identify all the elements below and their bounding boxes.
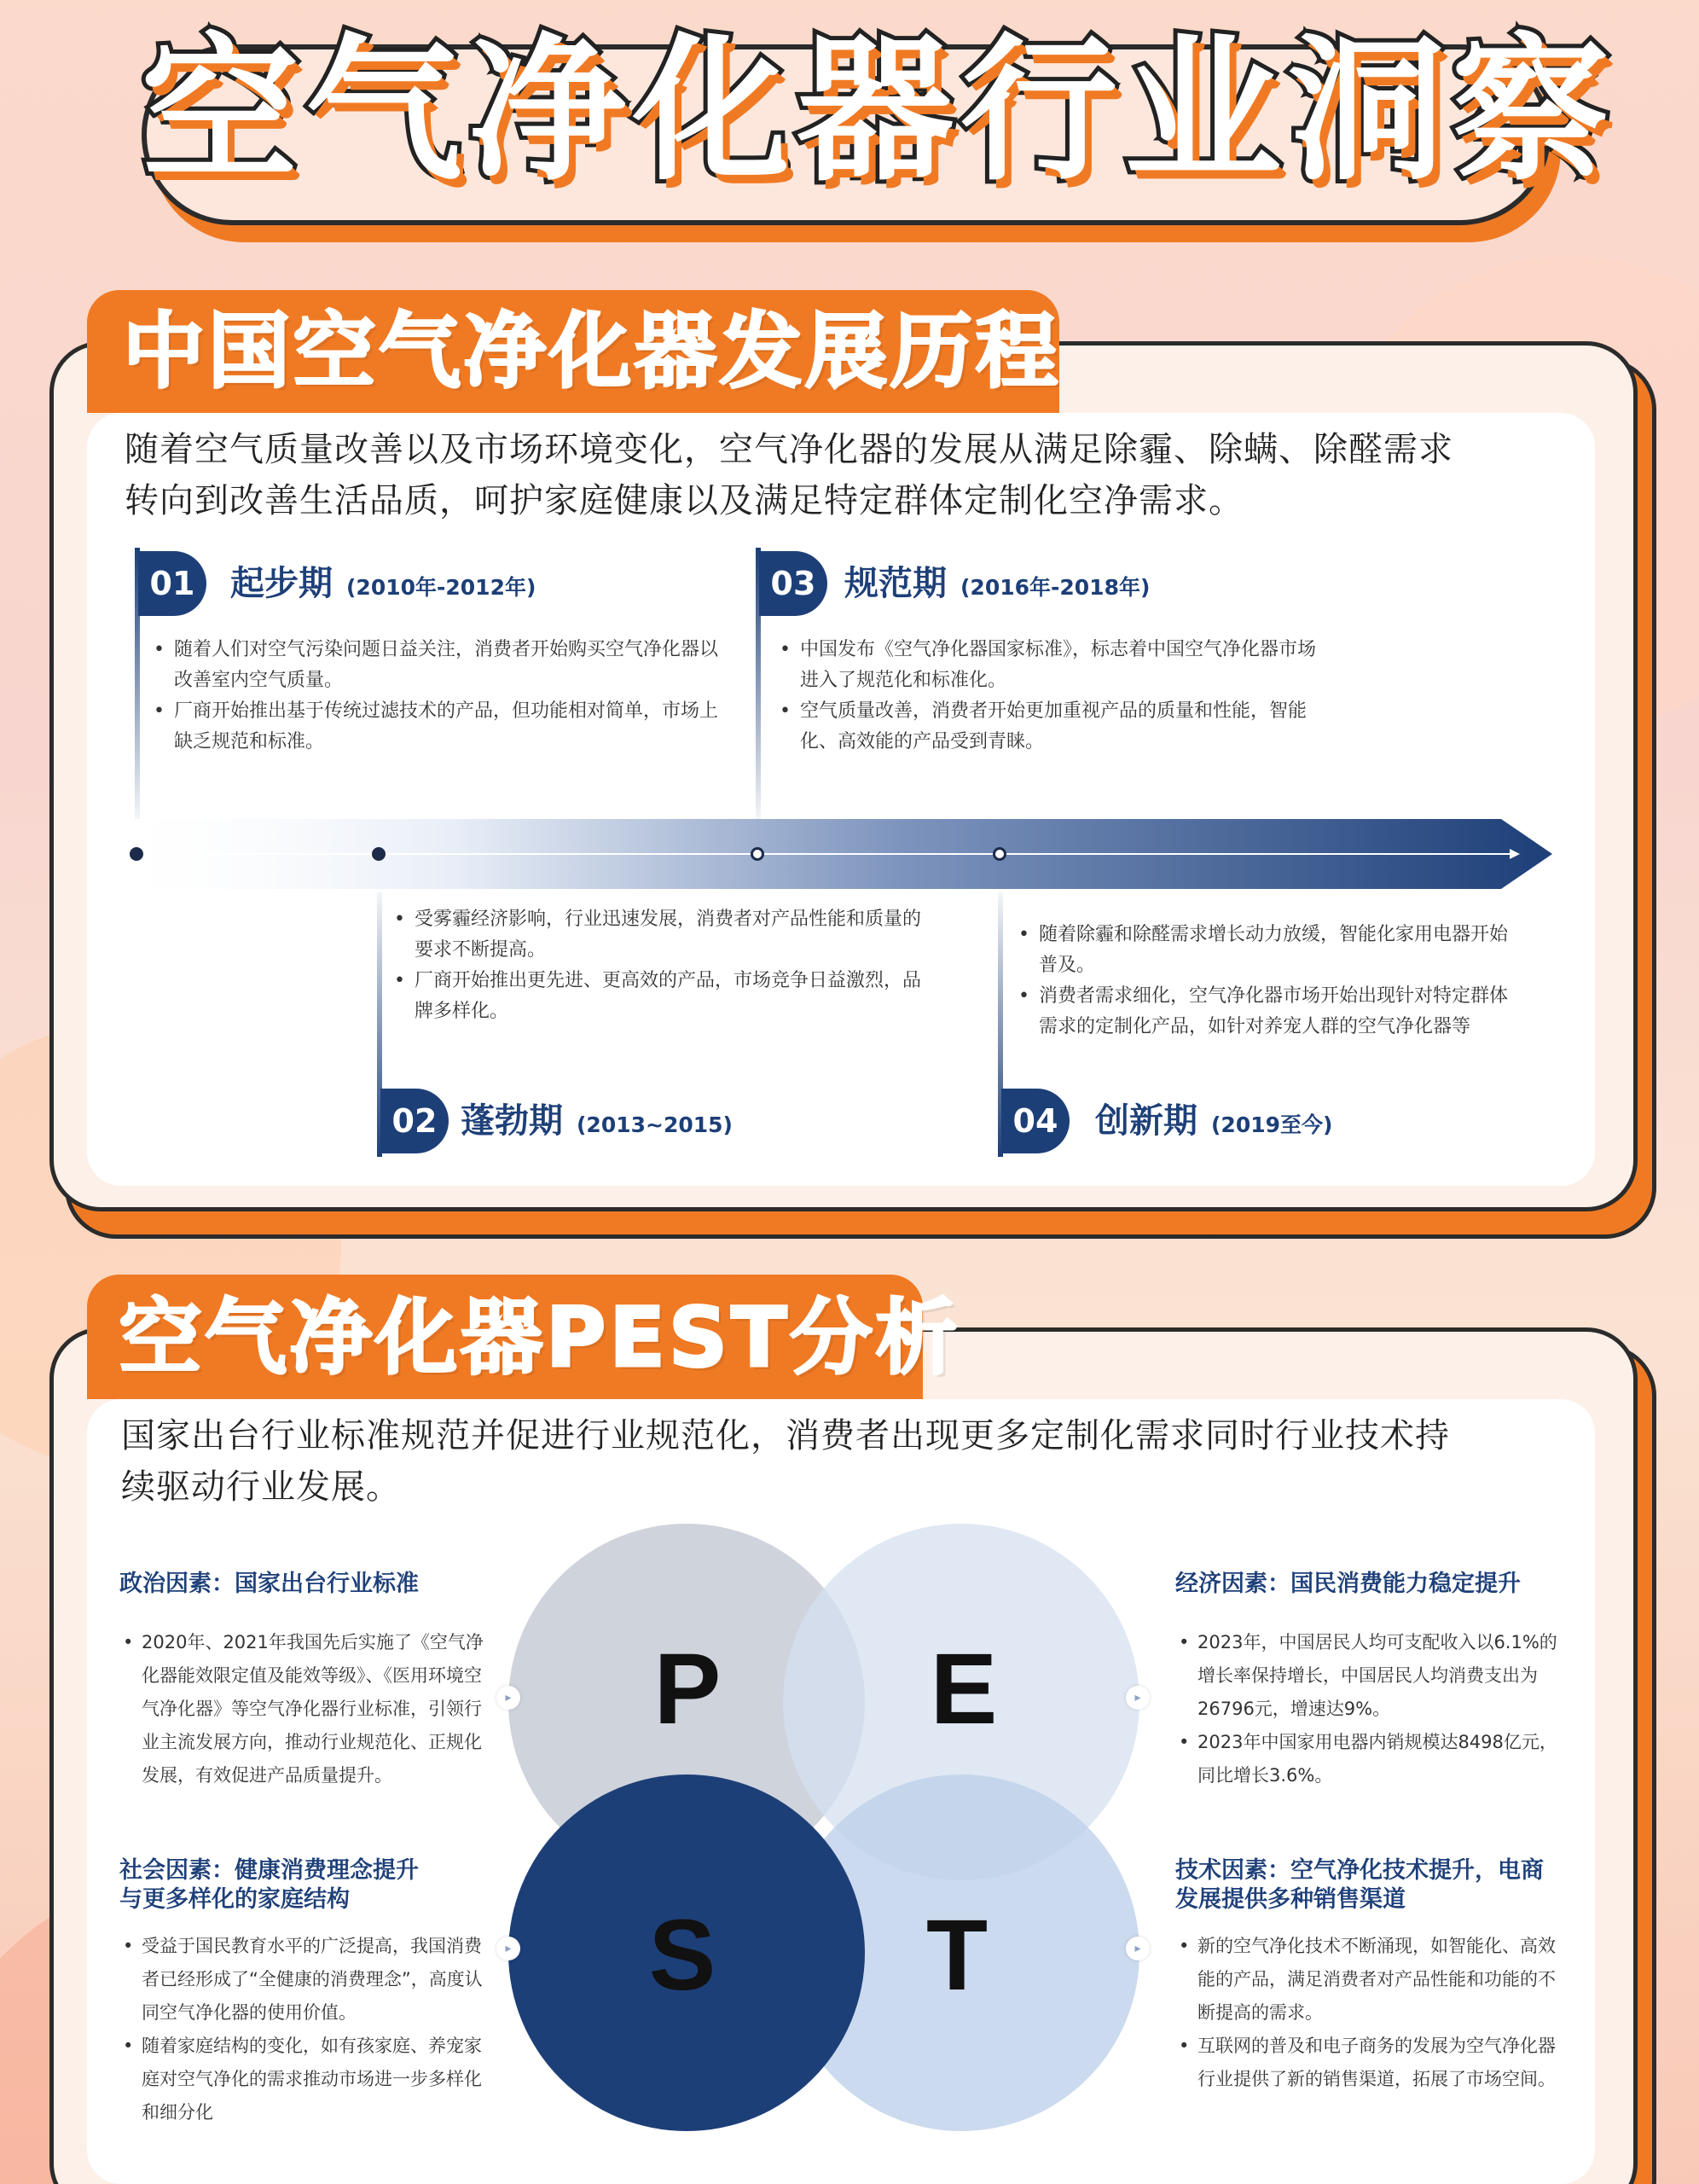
social-bullet: • 受益于国民教育水平的广泛提高，我国消费者已经形成了“全健康的消费理念”，高度认同空气净化器的使用价值。 <box>119 1930 491 2030</box>
phase-name: 起步期 <box>230 564 333 603</box>
technological-heading-line: 技术因素：空气净化技术提升，电商 <box>1175 1857 1544 1884</box>
social-heading-line: 社会因素：健康消费理念提升 <box>119 1857 419 1884</box>
phase-years: (2013~2015) <box>577 1112 733 1137</box>
history-intro-line: 随着空气质量改善以及市场环境变化，空气净化器的发展从满足除霾、除螨、除醛需求 <box>125 430 1453 469</box>
pest-letter-e: E <box>930 1633 998 1745</box>
economic-bullets <box>1175 1626 1557 1792</box>
social-bullet: • 随着家庭结构的变化，如有孩家庭、养宠家庭对空气净化的需求推动市场进一步多样化和细分化 <box>119 2030 491 2129</box>
pest-letter-t: T <box>925 1899 989 2012</box>
phase-name: 创新期 <box>1095 1101 1197 1141</box>
timeline-dot <box>993 847 1006 861</box>
social-heading-line: 与更多样化的家庭结构 <box>119 1886 350 1913</box>
phase-number-badge: 03 <box>759 551 827 616</box>
phase-number-badge: 04 <box>1001 1089 1070 1153</box>
timeline-dot <box>372 847 386 861</box>
phase-bullet: • 消费者需求细化，空气净化器市场开始出现针对特定群体需求的定制化产品，如针对养宠人群的空气净化器等 <box>1015 981 1510 1043</box>
phase-years: (2016年-2018年) <box>960 575 1151 600</box>
pest-letter-p: P <box>653 1633 722 1745</box>
pest-section-title: 空气净化器PEST分析 <box>119 1290 961 1385</box>
chevron-right-icon: ▸ <box>496 1937 520 1960</box>
phase-bullet: • 中国发布《空气净化器国家标准》，标志着中国空气净化器市场进入了规范化和标准化。 <box>776 635 1322 696</box>
phase-number-badge: 02 <box>380 1089 449 1153</box>
page-title: 空气净化器行业洞察 <box>142 20 1616 202</box>
pest-letter-s: S <box>648 1899 716 2012</box>
political-bullets <box>119 1626 493 1792</box>
phase-title <box>1095 1089 1332 1158</box>
phase-number-badge: 01 <box>138 551 206 616</box>
phase-title <box>461 1089 733 1158</box>
phase-bullet: • 厂商开始推出基于传统过滤技术的产品，但功能相对简单，市场上缺乏规范和标准。 <box>150 696 730 758</box>
history-section-title: 中国空气净化器发展历程 <box>123 304 1061 399</box>
technological-bullet: • 新的空气净化技术不断涌现，如智能化、高效能的产品，满足消费者对产品性能和功能的不断提高的需求。 <box>1175 1930 1557 2030</box>
phase-bullets <box>776 635 1322 758</box>
phase-bullets <box>391 904 936 1027</box>
phase-name: 规范期 <box>844 564 947 603</box>
chevron-right-icon: ▸ <box>496 1686 520 1710</box>
history-card-inner <box>87 413 1595 1186</box>
technological-heading-line: 发展提供多种销售渠道 <box>1175 1886 1406 1913</box>
economic-heading: 经济因素：国民消费能力稳定提升 <box>1175 1571 1521 1597</box>
technological-bullets <box>1175 1930 1557 2096</box>
social-bullets <box>119 1930 491 2129</box>
phase-title <box>230 551 536 620</box>
phase-years: (2019至今) <box>1211 1112 1333 1137</box>
timeline-arrow <box>102 816 1552 892</box>
phase-bullets <box>1015 920 1510 1043</box>
phase-bullet: • 厂商开始推出更先进、更高效的产品，市场竞争日益激烈，品牌多样化。 <box>391 966 936 1027</box>
technological-bullet: • 互联网的普及和电子商务的发展为空气净化器行业提供了新的销售渠道，拓展了市场空间。 <box>1175 2030 1557 2096</box>
phase-bullet: • 随着人们对空气污染问题日益关注，消费者开始购买空气净化器以改善室内空气质量。 <box>150 635 730 696</box>
pest-intro-line: 续驱动行业发展。 <box>121 1467 401 1507</box>
phase-bullets <box>150 635 730 758</box>
social-heading <box>119 1856 419 1914</box>
chevron-right-icon: ▸ <box>1126 1937 1150 1960</box>
timeline-dot <box>751 847 764 861</box>
phase-bullet: • 空气质量改善，消费者开始更加重视产品的质量和性能，智能化、高效能的产品受到青睐。 <box>776 696 1322 758</box>
economic-bullet: • 2023年中国家用电器内销规模达8498亿元，同比增长3.6%。 <box>1175 1726 1557 1792</box>
technological-heading <box>1175 1856 1544 1914</box>
chevron-right-icon: ▸ <box>1126 1686 1150 1710</box>
political-bullet: • 2020年、2021年我国先后实施了《空气净化器能效限定值及能效等级》、《医用环境空气净化器》等空气净化器行业标准，引领行业主流发展方向，推动行业规范化、正规化发展，有效促进产品质量提升。 <box>119 1626 493 1792</box>
phase-years: (2010年-2012年) <box>346 575 536 600</box>
phase-title <box>844 551 1150 620</box>
phase-bullet: • 随着除霾和除醛需求增长动力放缓，智能化家用电器开始普及。 <box>1015 920 1510 981</box>
phase-bullet: • 受雾霾经济影响，行业迅速发展，消费者对产品性能和质量的要求不断提高。 <box>391 904 936 966</box>
history-intro-line: 转向到改善生活品质，呵护家庭健康以及满足特定群体定制化空净需求。 <box>125 481 1244 520</box>
political-heading: 政治因素：国家出台行业标准 <box>119 1571 419 1597</box>
pest-intro-line: 国家出台行业标准规范并促进行业规范化，消费者出现更多定制化需求同时行业技术持 <box>121 1416 1450 1455</box>
phase-name: 蓬勃期 <box>461 1101 563 1141</box>
economic-bullet: • 2023年，中国居民人均可支配收入以6.1%的增长率保持增长，中国居民人均消费支出为26796元，增速达9%。 <box>1175 1626 1557 1726</box>
timeline-dot <box>130 847 143 861</box>
